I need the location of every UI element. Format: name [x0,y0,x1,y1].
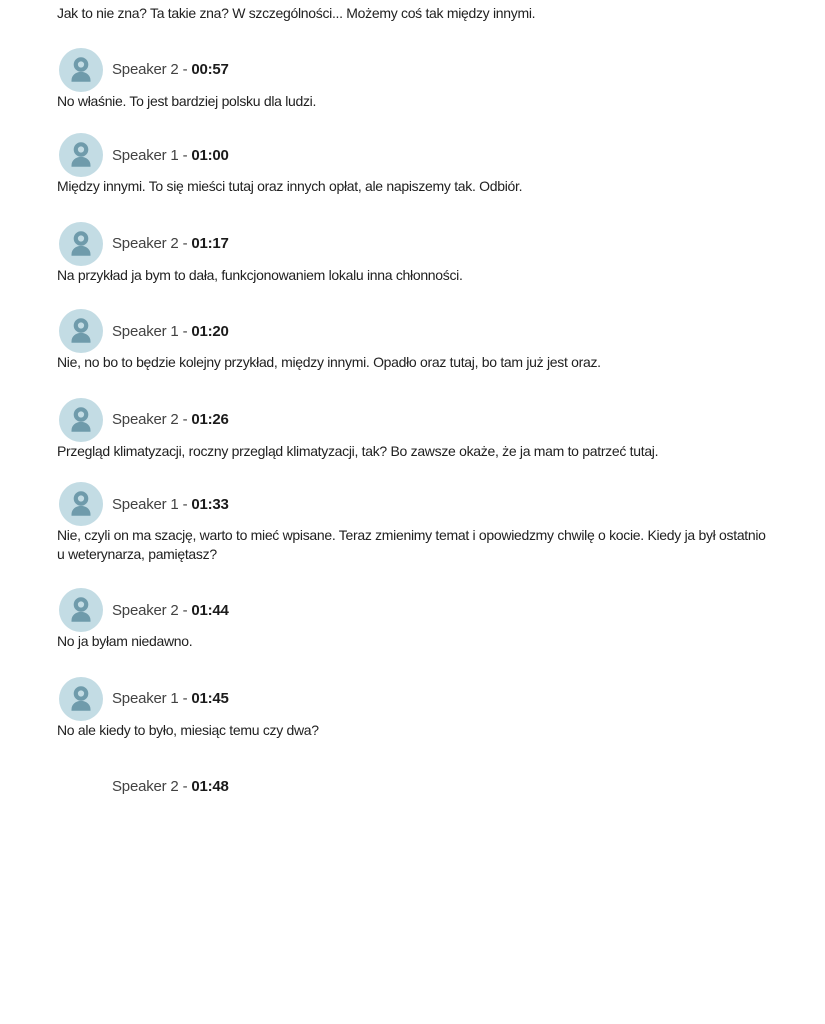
speaker-avatar [59,482,103,526]
timestamp: 01:33 [191,495,229,513]
speaker-avatar [59,133,103,177]
utterance-text: Jak to nie zna? Ta takie zna? W szczególności... Możemy coś tak między innymi. [57,5,536,21]
speaker-label [112,778,229,795]
speaker-row[interactable] [59,764,769,808]
speaker-name: Speaker 2 [112,601,179,619]
separator: - [182,61,188,78]
utterance-text: Między innymi. To się mieści tutaj oraz innych opłat, ale napiszemy tak. Odbiór. [57,178,523,194]
person-icon [59,677,103,721]
timestamp: 01:45 [191,690,229,707]
timestamp: 01:48 [191,777,229,795]
timestamp: 00:57 [191,61,229,78]
speaker-label [112,61,229,78]
speaker-avatar [59,309,103,353]
speaker-row[interactable] [59,309,769,353]
utterance-text: Przegląd klimatyzacji, roczny przegląd klimatyzacji, tak? Bo zawsze okaże, że ja mam to patrzeć tutaj. [57,442,659,459]
person-icon [59,222,103,266]
speaker-name: Speaker 1 [112,322,179,340]
speaker-row[interactable] [59,48,769,92]
utterance-text: No właśnie. To jest bardziej polsku dla ludzi. [57,92,317,109]
speaker-avatar [59,222,103,266]
utterance-text: No ja byłam niedawno. [57,633,193,649]
speaker-name: Speaker 2 [112,61,179,78]
timestamp: 01:26 [191,411,229,428]
speaker-avatar [59,677,103,721]
separator: - [182,777,188,795]
separator: - [182,411,188,428]
speaker-name: Speaker 1 [112,495,179,513]
speaker-avatar [59,48,103,92]
person-icon [59,482,103,526]
speaker-name: Speaker 2 [112,235,179,252]
speaker-name: Speaker 1 [112,690,179,707]
utterance-text: Nie, no bo to będzie kolejny przykład, między innymi. Opadło oraz tutaj, bo tam już jest oraz. [57,354,601,370]
speaker-label [112,323,229,340]
speaker-row[interactable] [59,677,769,721]
separator: - [182,601,188,619]
person-icon [59,309,103,353]
separator: - [182,322,188,340]
speaker-name: Speaker 2 [112,411,179,428]
speaker-avatar [59,398,103,442]
speaker-row[interactable] [59,588,769,632]
utterance-text: No ale kiedy to było, miesiąc temu czy dwa? [57,721,319,738]
timestamp: 01:00 [191,146,229,164]
speaker-row[interactable] [59,482,769,526]
speaker-row[interactable] [59,133,769,177]
speaker-label [112,147,229,164]
utterance-text: Nie, czyli on ma szację, warto to mieć wpisane. Teraz zmienimy temat i opowiedzmy chwilę o kocie. Kiedy ja był ostatnio u weterynarza, pamiętasz? [57,527,766,562]
person-icon [59,398,103,442]
person-icon [59,133,103,177]
timestamp: 01:20 [191,322,229,340]
person-icon [59,588,103,632]
speaker-label [112,235,229,252]
separator: - [182,495,188,513]
speaker-name: Speaker 2 [112,777,179,795]
speaker-label [112,602,229,619]
speaker-label [112,496,229,513]
separator: - [182,690,188,707]
person-icon [59,48,103,92]
utterance-text: Na przykład ja bym to dała, funkcjonowaniem lokalu inna chłonności. [57,266,463,283]
timestamp: 01:44 [191,601,229,619]
speaker-name: Speaker 1 [112,146,179,164]
speaker-label [112,411,229,428]
timestamp: 01:17 [191,235,229,252]
speaker-label [112,690,229,707]
separator: - [182,235,188,252]
speaker-row[interactable] [59,398,769,442]
separator: - [182,146,188,164]
speaker-row[interactable] [59,222,769,266]
speaker-avatar [59,588,103,632]
